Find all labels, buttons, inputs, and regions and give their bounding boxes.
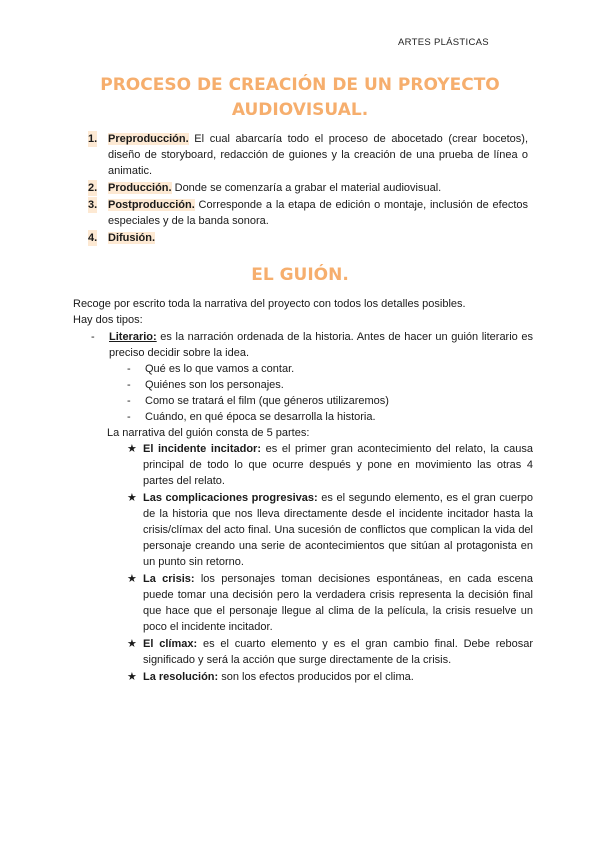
list-item [127, 571, 533, 635]
list-dash: - [91, 331, 95, 343]
parte-text: es el cuarto elemento y es el gran cambio final. Debe rebosar significado y será la acción que surge directamente de la crisis. [143, 638, 534, 666]
star-bullet-icon: ★ [127, 670, 137, 683]
title-line-2: AUDIOVISUAL. [231, 100, 369, 120]
step-term: Preproducción. [108, 133, 189, 145]
literario-questions [73, 361, 533, 425]
guion-types-intro: Hay dos tipos: [73, 314, 143, 326]
title-line-1: PROCESO DE CREACIÓN DE UN PROYECTO [100, 75, 500, 95]
step-item [88, 230, 528, 246]
step-text: Donde se comenzaría a grabar el material audiovisual. [171, 182, 442, 194]
list-item-text: Quiénes son los personajes. [145, 379, 284, 391]
literario-text: es la narración ordenada de la historia. Antes de hacer un guión literario es preciso decidir sobre la idea. [109, 331, 533, 359]
list-dash: - [127, 363, 131, 375]
parte-text: son los efectos producidos por el clima. [218, 671, 414, 683]
list-dash: - [127, 411, 131, 423]
parte-text: es el segundo elemento, es el gran cuerpo de la historia que nos lleva directamente desde el incidente incitador hasta la crisis/clímax del acto final. Una sucesión de conflictos que complican la vida del personaje creando una serie de acontecimientos que sitúan al protagonista en un punto sin retorno. [143, 492, 533, 568]
step-item [88, 131, 528, 179]
star-bullet-icon: ★ [127, 442, 137, 455]
parte-term: La resolución: [143, 671, 219, 683]
step-number: 3. [88, 199, 98, 211]
page-title [60, 73, 540, 123]
step-term: Difusión. [108, 232, 156, 244]
step-term: Producción. [108, 182, 172, 194]
parte-term: Las complicaciones progresivas: [143, 492, 318, 504]
list-item-text: Como se tratará el film (que géneros utilizaremos) [145, 395, 389, 407]
parte-term: El clímax: [143, 638, 198, 650]
guion-section [73, 296, 533, 686]
list-item [127, 669, 533, 685]
step-text: Corresponde a la etapa de edición o montaje, inclusión de efectos especiales y de la banda sonora. [108, 199, 528, 227]
step-number: 4. [88, 232, 98, 244]
list-dash: - [127, 395, 131, 407]
step-number: 2. [88, 182, 98, 194]
list-item [109, 377, 533, 393]
partes-intro: La narrativa del guión consta de 5 partes: [107, 427, 310, 439]
process-steps-list [88, 131, 528, 247]
step-item [88, 197, 528, 229]
step-number: 1. [88, 133, 98, 145]
literario-term: Literario: [109, 331, 157, 343]
list-item-text: Cuándo, en qué época se desarrolla la historia. [145, 411, 376, 423]
parte-text: los personajes toman decisiones espontáneas, en cada escena puede tomar una decisión pero la verdadera crisis representa la decisión final que hace que el personaje llegue al clima de la película, la crisis resuelve un poco el incidente incitador. [143, 573, 533, 633]
partes-list [73, 441, 533, 685]
parte-term: El incidente incitador: [143, 443, 262, 455]
guion-intro: Recoge por escrito toda la narrativa del proyecto con todos los detalles posibles. [73, 298, 466, 310]
step-item [88, 180, 528, 196]
header-label: ARTES PLÁSTICAS [398, 37, 489, 48]
parte-term: La crisis: [143, 573, 195, 585]
list-item [127, 490, 533, 570]
list-dash: - [127, 379, 131, 391]
list-item [109, 393, 533, 409]
list-item [127, 636, 533, 668]
section-title-guion: EL GUIÓN. [251, 265, 349, 285]
list-item [109, 361, 533, 377]
star-bullet-icon: ★ [127, 491, 137, 504]
list-item-text: Qué es lo que vamos a contar. [145, 363, 295, 375]
step-term: Postproducción. [108, 199, 195, 211]
literario-item [73, 329, 533, 361]
list-item [127, 441, 533, 489]
star-bullet-icon: ★ [127, 572, 137, 585]
parte-text: es el primer gran acontecimiento del relato, la causa principal de todo lo que ocurre después y pone en movimiento las otras 4 partes del relato. [143, 443, 533, 487]
step-text: El cual abarcaría todo el proceso de abocetado (crear bocetos), diseño de storyboard, redacción de guiones y la creación de una prueba de línea o animatic. [108, 133, 528, 177]
star-bullet-icon: ★ [127, 637, 137, 650]
list-item [109, 409, 533, 425]
